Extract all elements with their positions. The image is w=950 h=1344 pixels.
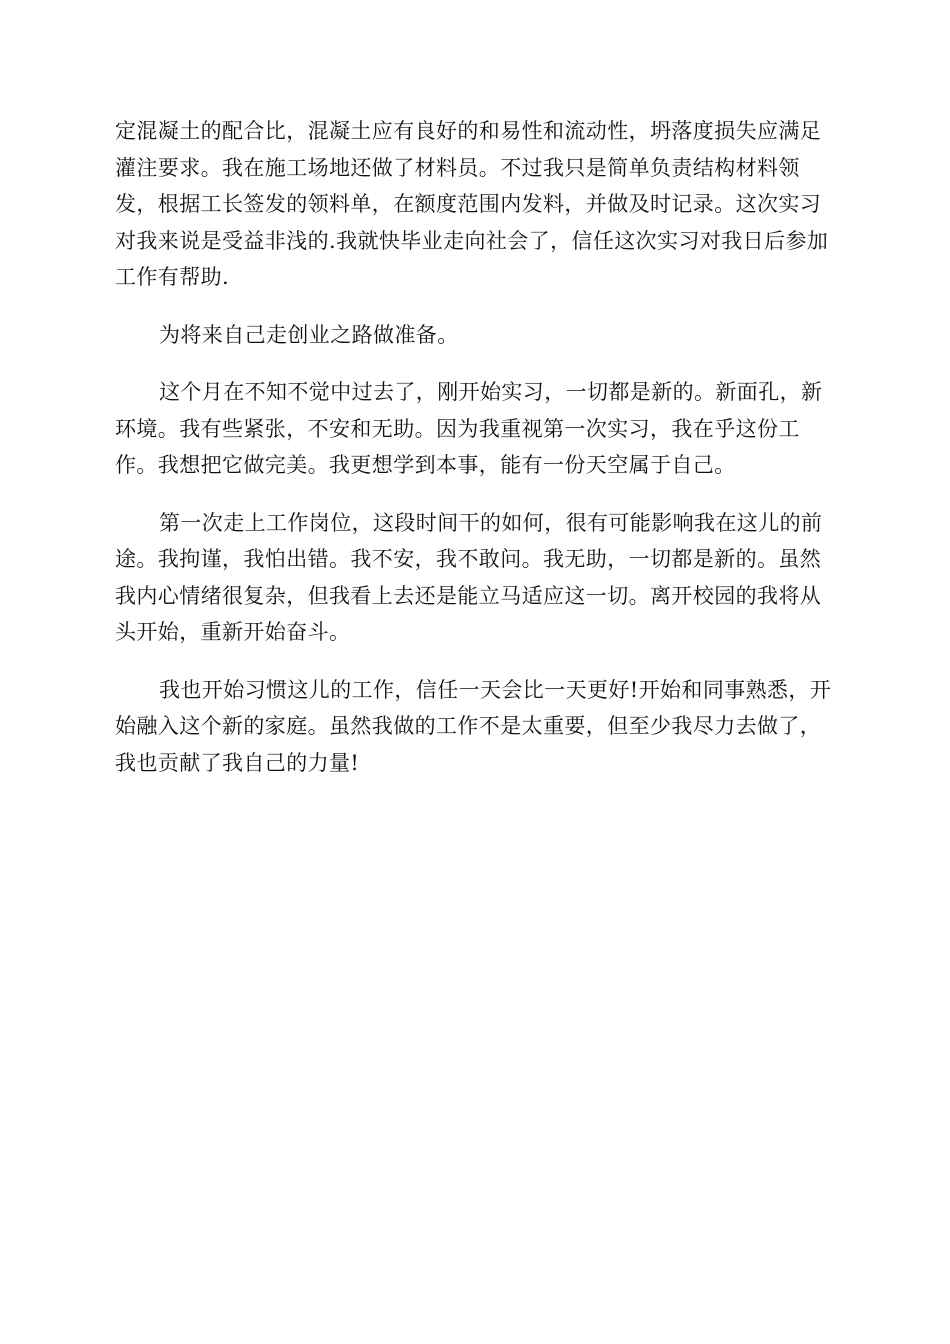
paragraph-3: 这个月在不知不觉中过去了，刚开始实习，一切都是新的。新面孔，新环境。我有些紧张，不安和无助。因为我重视第一次实习，我在乎这份工作。我想把它做完美。我更想学到本事，能有一份天空属于自己。 [115, 380, 823, 477]
document-body [115, 113, 835, 781]
paragraph-2: 为将来自己走创业之路做准备。 [159, 322, 459, 347]
paragraph-5: 我也开始习惯这儿的工作，信任一天会比一天更好!开始和同事熟悉，开始融入这个新的家庭。虽然我做的工作不是太重要，但至少我尽力去做了，我也贡献了我自己的力量! [115, 677, 832, 775]
paragraph-1: 定混凝土的配合比，混凝土应有良好的和易性和流动性，坍落度损失应满足灌注要求。我在施工场地还做了材料员。不过我只是简单负责结构材料领发，根据工长签发的领料单，在额度范围内发料，并做及时记录。这次实习对我来说是受益非浅的.我就快毕业走向社会了，信任这次实习对我日后参加工作有帮助. [115, 119, 829, 289]
paragraph-4: 第一次走上工作岗位，这段时间干的如何，很有可能影响我在这儿的前途。我拘谨，我怕出错。我不安，我不敢问。我无助，一切都是新的。虽然我内心情绪很复杂，但我看上去还是能立马适应这一切。离开校园的我将从头开始，重新开始奋斗。 [115, 510, 823, 644]
